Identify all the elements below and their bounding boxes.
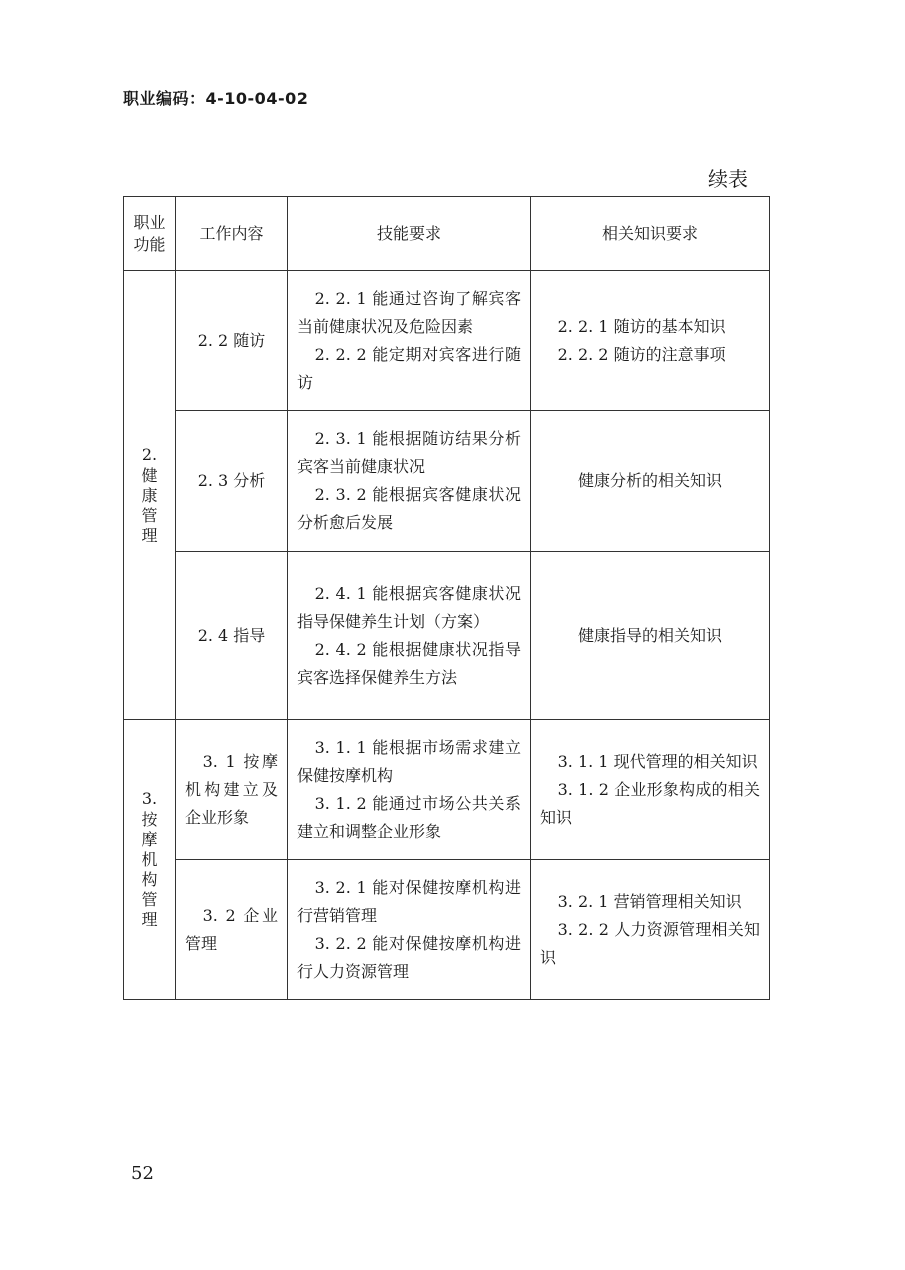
table-row — [124, 271, 770, 411]
table-row — [124, 552, 770, 720]
function-name: 按摩机构管理 — [141, 810, 158, 929]
function-number: 2. — [141, 444, 158, 464]
function-cell-health — [124, 271, 176, 720]
work-content-text: 3. 2 企业管理 — [185, 905, 278, 953]
table-row — [124, 411, 770, 552]
skill-item: 3. 1. 1 能根据市场需求建立保健按摩机构 — [297, 737, 521, 785]
work-content-text: 3. 1 按摩机构建立及企业形象 — [185, 751, 278, 827]
header-skills: 技能要求 — [288, 197, 531, 271]
header-knowledge: 相关知识要求 — [531, 197, 770, 271]
work-content-cell — [176, 860, 288, 1000]
skill-item: 2. 3. 2 能根据宾客健康状况分析愈后发展 — [297, 485, 521, 532]
skill-item: 2. 4. 1 能根据宾客健康状况指导保健养生计划（方案） — [297, 583, 521, 631]
continued-label: 续表 — [708, 167, 748, 191]
skill-item: 3. 2. 2 能对保健按摩机构进行人力资源管理 — [297, 933, 521, 981]
knowledge-item: 2. 2. 2 随访的注意事项 — [557, 344, 726, 364]
knowledge-cell — [531, 411, 770, 552]
table-row — [124, 720, 770, 860]
knowledge-item: 健康分析的相关知识 — [577, 471, 722, 490]
knowledge-item: 3. 1. 2 企业形象构成的相关知识 — [540, 779, 760, 827]
skills-cell — [288, 860, 531, 1000]
knowledge-cell — [531, 720, 770, 860]
page-number: 52 — [131, 1163, 154, 1184]
occupation-code: 职业编码：4-10-04-02 — [123, 89, 309, 108]
knowledge-cell — [531, 552, 770, 720]
skills-cell — [288, 271, 531, 411]
knowledge-item: 3. 1. 1 现代管理的相关知识 — [557, 751, 758, 771]
skills-cell — [288, 720, 531, 860]
knowledge-item: 3. 2. 1 营销管理相关知识 — [557, 891, 742, 911]
skill-item: 2. 2. 2 能定期对宾客进行随访 — [297, 344, 521, 392]
knowledge-item: 2. 2. 1 随访的基本知识 — [557, 316, 726, 336]
skills-cell — [288, 411, 531, 552]
function-number: 3. — [141, 789, 158, 808]
skill-item: 2. 2. 1 能通过咨询了解宾客当前健康状况及危险因素 — [297, 288, 521, 336]
knowledge-item: 健康指导的相关知识 — [577, 625, 722, 645]
function-name: 健康管理 — [141, 465, 158, 545]
table-row — [124, 860, 770, 1000]
skill-item: 2. 4. 2 能根据健康状况指导宾客选择保健养生方法 — [297, 639, 521, 687]
work-content-cell: 2. 4 指导 — [176, 552, 288, 720]
skill-item: 3. 2. 1 能对保健按摩机构进行营销管理 — [297, 877, 521, 925]
skill-item: 3. 1. 2 能通过市场公共关系建立和调整企业形象 — [297, 793, 521, 841]
skills-table — [123, 196, 770, 1000]
work-content-cell: 2. 3 分析 — [176, 411, 288, 552]
header-work-content: 工作内容 — [176, 197, 288, 271]
work-content-cell — [176, 720, 288, 860]
table-header-row — [124, 197, 770, 271]
work-content-cell: 2. 2 随访 — [176, 271, 288, 411]
header-function: 职业功能 — [124, 197, 176, 271]
knowledge-cell — [531, 271, 770, 411]
knowledge-item: 3. 2. 2 人力资源管理相关知识 — [540, 919, 760, 967]
function-cell-management — [124, 720, 176, 1000]
skills-cell — [288, 552, 531, 720]
skill-item: 2. 3. 1 能根据随访结果分析宾客当前健康状况 — [297, 429, 521, 476]
knowledge-cell — [531, 860, 770, 1000]
